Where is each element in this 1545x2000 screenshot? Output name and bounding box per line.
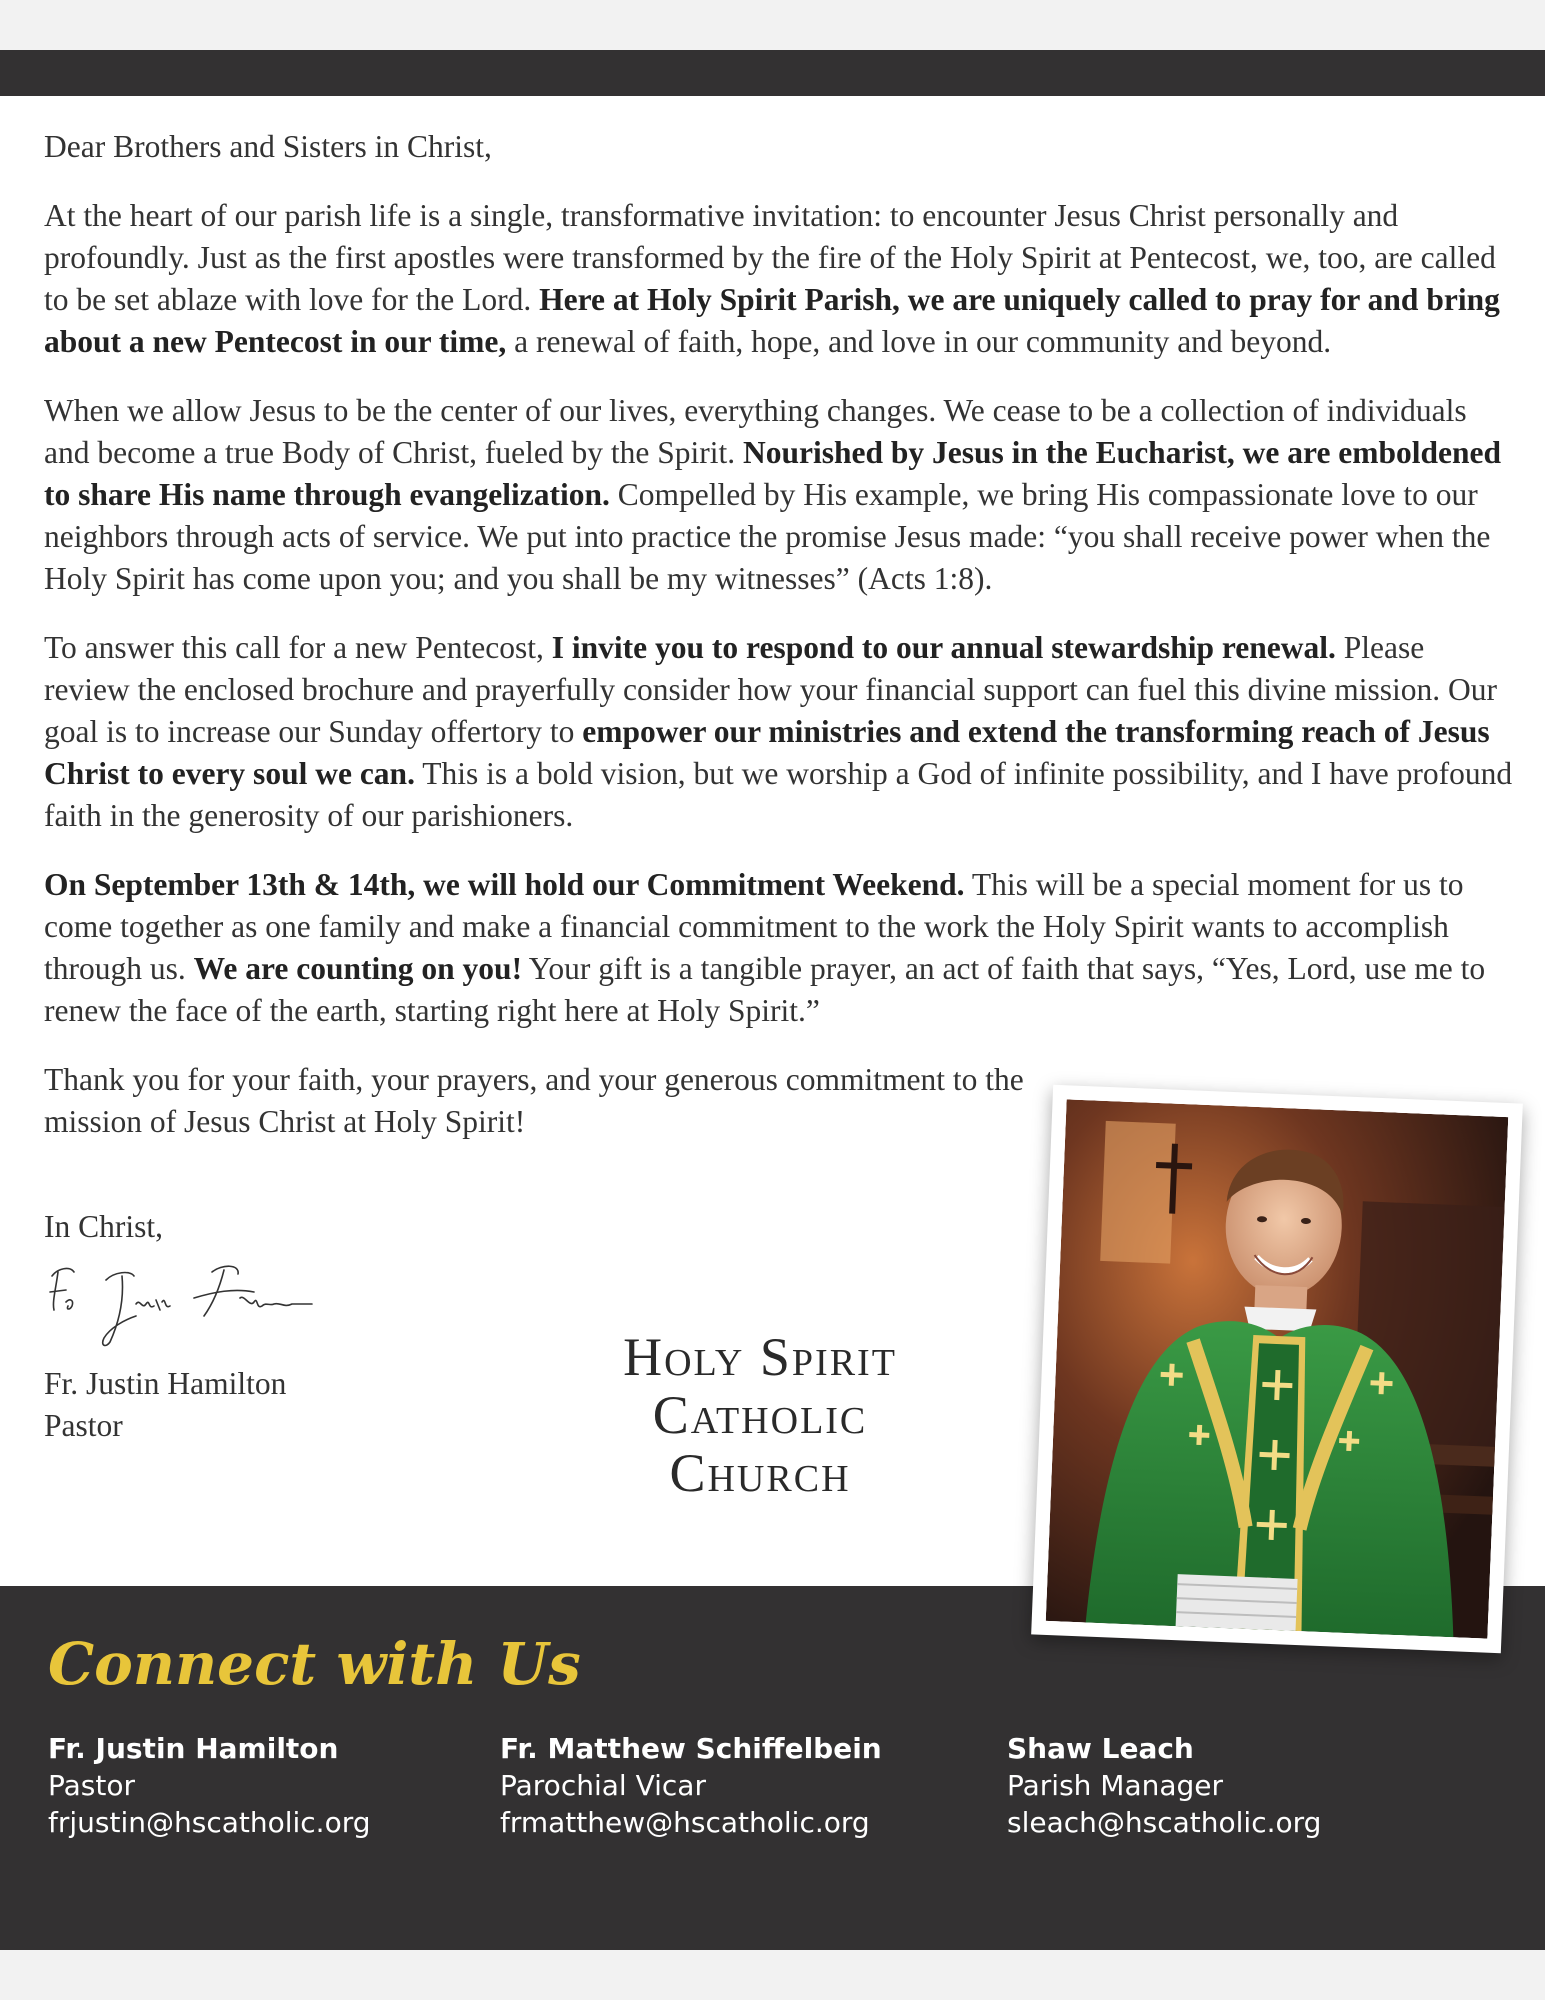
signer-title: Pastor bbox=[44, 1408, 123, 1443]
contact-role: Pastor bbox=[48, 1769, 135, 1802]
closing: In Christ, bbox=[44, 1209, 164, 1244]
top-banner-bar bbox=[0, 50, 1545, 96]
contact-email-link[interactable]: frjustin@hscatholic.org bbox=[48, 1806, 371, 1839]
paragraph-4 bbox=[44, 864, 1514, 1032]
p3-text-3: This is a bold vision, but we worship a God of infinite possibility, and I have profound faith in the generosity of our parishioners. bbox=[44, 756, 1513, 833]
church-logo bbox=[560, 1328, 960, 1502]
contact-name: Fr. Matthew Schiffelbein bbox=[500, 1732, 882, 1765]
contact-name: Fr. Justin Hamilton bbox=[48, 1732, 339, 1765]
p2-text-2: Compelled by His example, we bring His compassionate love to our neighbors through acts of service. We put into practice the promise Jesus made: “you shall receive power when the Holy Spirit has come upon you; and you shall be my witnesses” (Acts 1:8). bbox=[44, 477, 1491, 596]
contact-role: Parochial Vicar bbox=[500, 1769, 706, 1802]
pastor-photo-frame bbox=[1031, 1085, 1523, 1653]
signer-block bbox=[44, 1363, 286, 1447]
p4-text-1: This will be a special moment for us to come together as one family and make a financial commitment to the work the Holy Spirit wants to accomplish through us. bbox=[44, 867, 1464, 986]
contact-card bbox=[500, 1730, 882, 1841]
p3-bold-1: I invite you to respond to our annual stewardship renewal. bbox=[551, 630, 1336, 665]
contact-email-link[interactable]: frmatthew@hscatholic.org bbox=[500, 1806, 870, 1839]
contact-email-link[interactable]: sleach@hscatholic.org bbox=[1007, 1806, 1322, 1839]
logo-line-1: Holy Spirit bbox=[623, 1327, 897, 1387]
letter-body bbox=[44, 126, 1514, 1170]
p3-text-1: To answer this call for a new Pentecost, bbox=[44, 630, 552, 665]
contact-role: Parish Manager bbox=[1007, 1769, 1224, 1802]
p1-bold-1: Here at Holy Spirit Parish, we are uniquely called to pray for and bring about a new Pentecost in our time, bbox=[44, 282, 1500, 359]
logo-line-2: Catholic bbox=[652, 1385, 868, 1445]
p2-text-1: When we allow Jesus to be the center of our lives, everything changes. We cease to be a collection of individuals and become a true Body of Christ, fueled by the Spirit. bbox=[44, 393, 1467, 470]
contact-card bbox=[1007, 1730, 1321, 1841]
p2-bold-1: Nourished by Jesus in the Eucharist, we are emboldened to share His name through evangelization. bbox=[44, 435, 1502, 512]
pastor-photo bbox=[1046, 1099, 1509, 1638]
p1-text-2: a renewal of faith, hope, and love in our community and beyond. bbox=[506, 324, 1332, 359]
paragraph-5: Thank you for your faith, your prayers, and your generous commitment to the mission of Jesus Christ at Holy Spirit! bbox=[44, 1062, 1024, 1139]
paragraph-2 bbox=[44, 390, 1514, 600]
contact-name: Shaw Leach bbox=[1007, 1732, 1194, 1765]
signer-name: Fr. Justin Hamilton bbox=[44, 1366, 287, 1401]
signature-image bbox=[44, 1258, 324, 1358]
p3-bold-2: empower our ministries and extend the transforming reach of Jesus Christ to every soul we can. bbox=[44, 714, 1490, 791]
p1-text-1: At the heart of our parish life is a single, transformative invitation: to encounter Jesus Christ personally and profoundly. Just as the first apostles were transformed by the fire of the Holy Spirit at Pentecost, we, too, are called to be set ablaze with love for the Lord. bbox=[44, 198, 1496, 317]
connect-title: Connect with Us bbox=[48, 1630, 581, 1698]
logo-line-3: Church bbox=[669, 1443, 851, 1503]
p3-text-2: Please review the enclosed brochure and prayerfully consider how your financial support can fuel this divine mission. Our goal is to increase our Sunday offertory to bbox=[44, 630, 1497, 749]
letter-salutation: Dear Brothers and Sisters in Christ, bbox=[44, 129, 492, 164]
paragraph-3 bbox=[44, 627, 1514, 837]
p4-text-2: Your gift is a tangible prayer, an act of faith that says, “Yes, Lord, use me to renew the face of the earth, starting right here at Holy Spirit.” bbox=[44, 951, 1486, 1028]
pastor-photo-illustration bbox=[1046, 1099, 1509, 1638]
p4-bold-2: We are counting on you! bbox=[193, 951, 523, 986]
contact-card bbox=[48, 1730, 371, 1841]
p4-bold-1: On September 13th & 14th, we will hold our Commitment Weekend. bbox=[44, 867, 965, 902]
paragraph-1 bbox=[44, 195, 1514, 363]
